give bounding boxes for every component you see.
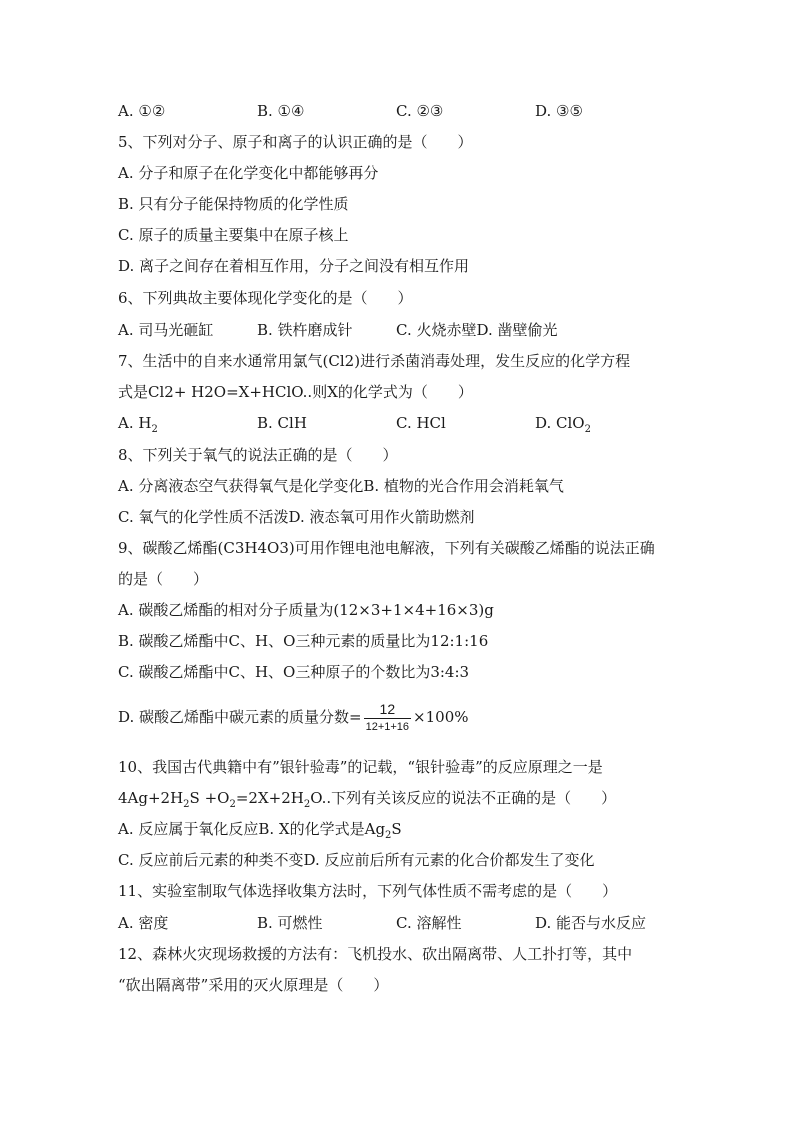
q9-option-d-text: D. 碳酸乙烯酯中碳元素的质量分数= xyxy=(118,708,362,726)
q6-option-a[interactable]: A. 司马光砸缸 xyxy=(118,321,214,339)
fraction-denominator: 12+1+16 xyxy=(365,721,410,733)
q4-option-c[interactable]: C. ②③ xyxy=(396,102,444,120)
q11-option-c[interactable]: C. 溶解性 xyxy=(396,914,462,932)
q6-option-b[interactable]: B. 铁杵磨成针 xyxy=(257,321,353,339)
q7-stem-line2: 式是Cl2+ H2O=X+HClO..则X的化学式为（ ） xyxy=(118,383,473,401)
q10-stem-line2: $4Ag+2H_2S +O_2=2X+2H_2O$..下列有关该反应的说法不正确的是（ ） xyxy=(118,789,617,810)
q9-option-d[interactable] xyxy=(118,700,698,734)
q11-options xyxy=(118,913,698,933)
q10-options-cd[interactable]: C. 反应前后元素的种类不变D. 反应前后所有元素的化合价都发生了变化 xyxy=(118,851,595,869)
q4-options xyxy=(118,101,698,121)
q7-option-c[interactable]: C. HCl xyxy=(396,414,446,432)
q5-stem: 5、下列对分子、原子和离子的认识正确的是（ ） xyxy=(118,133,473,151)
q7-stem-line1: 7、生活中的自来水通常用氯气(Cl2)进行杀菌消毒处理，发生反应的化学方程 xyxy=(118,352,631,370)
q9-option-a[interactable]: A. 碳酸乙烯酯的相对分子质量为(12×3+1×4+16×3)g xyxy=(118,601,494,619)
fraction-numerator: 12 xyxy=(364,701,411,719)
q9-stem-line1: 9、碳酸乙烯酯(C3H4O3)可用作锂电池电解液，下列有关碳酸乙烯酯的说法正确 xyxy=(118,539,655,557)
q5-option-c[interactable]: C. 原子的质量主要集中在原子核上 xyxy=(118,226,349,244)
q4-option-d[interactable]: D. ③⑤ xyxy=(535,102,583,120)
q4-option-b[interactable]: B. ①④ xyxy=(257,102,305,120)
q9-option-c[interactable]: C. 碳酸乙烯酯中C、H、O三种原子的个数比为3:4:3 xyxy=(118,663,470,681)
q7-option-a[interactable]: A. $H_2$ xyxy=(118,414,158,435)
q8-options-ab[interactable]: A. 分离液态空气获得氧气是化学变化B. 植物的光合作用会消耗氧气 xyxy=(118,477,564,495)
q10-stem-line1: 10、我国古代典籍中有”银针验毒”的记载，“银针验毒”的反应原理之一是 xyxy=(118,758,603,776)
q9-stem-line2: 的是（ ） xyxy=(118,570,209,588)
q11-option-b[interactable]: B. 可燃性 xyxy=(257,914,323,932)
q6-option-cd[interactable]: C. 火烧赤壁D. 凿壁偷光 xyxy=(396,321,558,339)
mass-fraction xyxy=(364,701,411,735)
q5-option-a[interactable]: A. 分子和原子在化学变化中都能够再分 xyxy=(118,164,379,182)
q8-options-cd[interactable]: C. 氧气的化学性质不活泼D. 液态氧可用作火箭助燃剂 xyxy=(118,508,475,526)
q9-option-d-percent: ×100% xyxy=(413,708,469,726)
q4-option-a[interactable]: A. ①② xyxy=(118,102,166,120)
q7-options xyxy=(118,413,698,433)
q12-stem-line2: “砍出隔离带”采用的灭火原理是（ ） xyxy=(118,976,389,994)
q11-option-a[interactable]: A. 密度 xyxy=(118,914,169,932)
q5-option-b[interactable]: B. 只有分子能保持物质的化学性质 xyxy=(118,195,349,213)
q9-option-b[interactable]: B. 碳酸乙烯酯中C、H、O三种元素的质量比为12:1:16 xyxy=(118,632,489,650)
q6-stem: 6、下列典故主要体现化学变化的是（ ） xyxy=(118,289,413,307)
q5-option-d[interactable]: D. 离子之间存在着相互作用，分子之间没有相互作用 xyxy=(118,257,470,275)
q10-options-ab[interactable]: A. 反应属于氧化反应B. X的化学式是$Ag_2S$ xyxy=(118,820,402,841)
q11-option-d[interactable]: D. 能否与水反应 xyxy=(535,914,647,932)
q7-option-d[interactable]: D. ClO$_2$ xyxy=(535,414,591,435)
q8-stem: 8、下列关于氧气的说法正确的是（ ） xyxy=(118,446,398,464)
q6-options xyxy=(118,320,698,340)
q11-stem: 11、实验室制取气体选择收集方法时，下列气体性质不需考虑的是（ ） xyxy=(118,882,618,900)
q7-option-b[interactable]: B. ClH xyxy=(257,414,307,432)
q12-stem-line1: 12、森林火灾现场救援的方法有：飞机投水、砍出隔离带、人工扑打等，其中 xyxy=(118,945,633,963)
